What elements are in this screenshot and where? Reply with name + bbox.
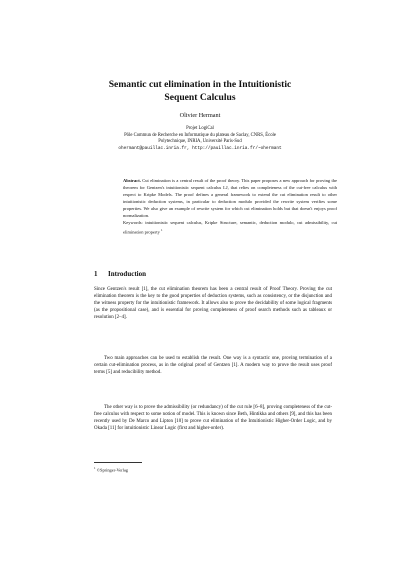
abstract-footnote-mark: 1 bbox=[161, 227, 163, 232]
affiliation-line-1: Projet LogiCal bbox=[186, 126, 214, 131]
abstract-paragraph bbox=[123, 178, 337, 220]
abstract-text: Cut elimination is a central result of the proof theory. This paper proposes a new approach for proving the theorem for Gentzen's intuitionistic sequent calculus LJ, that relies on completeness of the cut-free calculus with respect to Kripke Models. The proof defines a general framework to extend the cut elimination result to other intuitionistic deduction systems, in particular to deduction modulo provided the rewrite system verifies some properties. We also give an example of rewrite system for which cut elimination holds but that doesn't enjoys proof normalization. bbox=[123, 178, 338, 218]
paragraph-text: The other way is to prove the admissibility (or redundancy) of the cut rule [6–8], proving completeness of the cut-free calculus with respect to some notion of model. This is known since Beth, Hintikka and others [9], and this has been recently used by De Marco and Lipton [10] to prove cut elimination of the Intuitionistic Higher-Order Logic, and by Okada [11] for intuitionistic Linear Logic (first and higher-order). bbox=[94, 405, 332, 431]
title-line-1: Semantic cut elimination in the Intuitionistic bbox=[108, 79, 292, 90]
footnote-mark: 1 bbox=[94, 466, 96, 470]
author-name: Olivier Hermant bbox=[179, 112, 221, 119]
footnote-rule bbox=[94, 462, 142, 463]
body-paragraph-1 bbox=[94, 287, 332, 322]
section-heading bbox=[94, 270, 146, 278]
paragraph-text: Since Gentzen's result [1], the cut elimination theorem has been a central result of Proof Theory. Proving the cut elimination theorem is the key to the good properties of deduction systems, such as consistency, or the disjunction and the witness property for the intuitionistic framework. It allows also to prove the decidability of some logical fragments (as the propositional case), and is essential for proving completeness of proof search methods such as tableaux or resolution [2–4]. bbox=[94, 287, 332, 320]
affiliation-line-2: Pôle Commun de Recherche en Informatique du plateau de Saclay, CNRS, École bbox=[124, 132, 276, 138]
footnote bbox=[94, 466, 128, 472]
section-number: 1 bbox=[94, 270, 98, 278]
paper-title bbox=[60, 78, 340, 104]
affiliation-block bbox=[60, 126, 340, 153]
keywords-text: Keywords: intuitionistic sequent calculus, Kripke Structure, semantic, deduction modulo, cut admissibility, cut elimination property bbox=[123, 219, 337, 235]
body-paragraph-3 bbox=[94, 405, 332, 433]
footnote-text: ©Springer-Verlag bbox=[96, 467, 128, 473]
body-paragraph-2 bbox=[94, 356, 332, 377]
abstract-block bbox=[123, 178, 337, 236]
contact-line: ohermant@pauillac.inria.fr, http://pauillac.inria.fr/~ohermant bbox=[118, 146, 282, 152]
affiliation-line-3: Polytechnique, INRIA, Université Paris-Sud bbox=[158, 139, 242, 145]
section-title: Introduction bbox=[108, 270, 146, 278]
paragraph-text: Two main approaches can be used to establish the result. One way is a syntactic one, proving termination of a certain cut-elimination process, as in the original proof of Gentzen [1]. A modern way to prove the result uses proof terms [5] and reducibility method. bbox=[94, 356, 332, 375]
keywords-line bbox=[123, 220, 337, 236]
title-line-2: Sequent Calculus bbox=[164, 92, 236, 103]
abstract-label: Abstract. bbox=[123, 178, 141, 183]
